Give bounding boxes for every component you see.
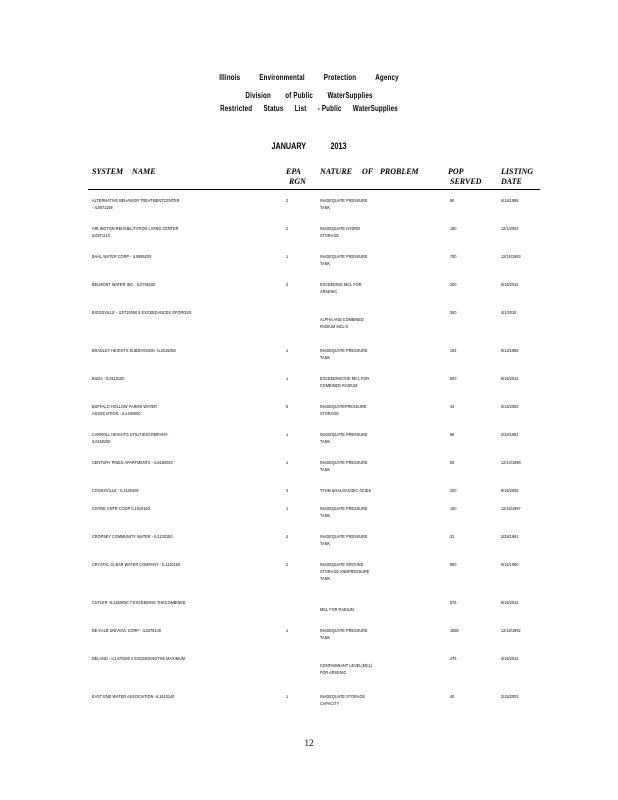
listing-date-cell bbox=[501, 403, 519, 410]
system-name-cell bbox=[92, 309, 281, 316]
problem-cell-line: INADEQUATE HYDRO bbox=[320, 226, 361, 231]
epa-region-cell-line: 5 bbox=[286, 404, 289, 409]
system-name-cell-line: DELAND - IL1470200 4 EXCEEDINGTHE MAXIMUM bbox=[92, 656, 185, 661]
listing-date-cell bbox=[501, 561, 519, 568]
listing-date-cell-line: 12/15/1993 bbox=[501, 254, 521, 259]
problem-cell-line: CAPACITY bbox=[320, 701, 340, 706]
system-name-cell-line: CRYSTAL CLEAR WATER COMPANY - IL1110150 bbox=[92, 562, 181, 567]
listing-date-cell-line: 9/13/1985 bbox=[501, 348, 519, 353]
problem-cell bbox=[320, 253, 435, 267]
problem-cell-line: CONTAMINANT LEVEL(MCL) bbox=[320, 663, 373, 668]
system-name-cell-line: BUDA - IL0110100 bbox=[92, 376, 125, 381]
system-name-cell-line: COOKSVILLE - IL1130400 bbox=[92, 488, 139, 493]
epa-region-cell-line bbox=[286, 309, 287, 316]
listing-date-cell-line: 9/15/2005 bbox=[501, 488, 519, 493]
listing-date-cell-line: 2/28/1981 bbox=[501, 534, 519, 539]
report-month: JANUARY bbox=[271, 141, 307, 151]
epa-region-cell-line: 2 bbox=[286, 226, 289, 231]
population-cell-line: 576 bbox=[450, 600, 457, 605]
population-cell bbox=[450, 403, 454, 410]
epa-region-cell bbox=[286, 197, 288, 204]
problem-cell bbox=[320, 197, 435, 211]
population-cell-line: 1650 bbox=[450, 628, 459, 633]
listing-date-cell bbox=[501, 375, 519, 382]
listing-date-cell-line: 9/16/1980 bbox=[501, 562, 519, 567]
problem-cell-line: TANK bbox=[320, 205, 331, 210]
problem-cell bbox=[320, 655, 435, 676]
listing-date-cell-line: 6/15/2012 bbox=[501, 600, 519, 605]
problem-cell bbox=[320, 459, 435, 473]
problem-cell bbox=[320, 561, 435, 582]
listing-date-cell-line: 6/15/2012 bbox=[501, 376, 519, 381]
system-name-cell bbox=[92, 655, 281, 662]
problem-cell-line: INADEQUATE GROUND bbox=[320, 562, 364, 567]
system-name-cell bbox=[92, 533, 281, 540]
system-name-cell bbox=[92, 431, 281, 445]
population-cell-line: 96 bbox=[450, 432, 455, 437]
header-word: Division bbox=[245, 91, 271, 100]
population-cell bbox=[450, 375, 457, 382]
listing-date-cell bbox=[501, 459, 521, 466]
population-cell-line: 350 bbox=[450, 310, 457, 315]
epa-region-cell-line: 4 bbox=[286, 488, 289, 493]
listing-date-cell-line: 3/15/2002 bbox=[501, 694, 519, 699]
population-cell bbox=[450, 225, 457, 232]
system-name-cell bbox=[92, 403, 281, 417]
problem-cell-line: STORAGE bbox=[320, 233, 339, 238]
system-name-cell bbox=[92, 599, 281, 606]
problem-cell bbox=[320, 225, 435, 239]
listing-date-cell bbox=[501, 487, 519, 494]
system-name-cell bbox=[92, 281, 281, 288]
system-name-cell-line: BAHL WATER CORP - IL0655200 bbox=[92, 254, 152, 259]
col-date: DATE bbox=[501, 177, 522, 186]
epa-region-cell-line bbox=[286, 599, 287, 606]
epa-region-cell-line: 1 bbox=[286, 254, 289, 259]
population-cell bbox=[450, 347, 457, 354]
epa-region-cell bbox=[286, 281, 288, 288]
epa-region-cell-line: 1 bbox=[286, 628, 289, 633]
problem-cell-line: TANK bbox=[320, 467, 331, 472]
population-cell bbox=[450, 281, 457, 288]
epa-region-cell-line: 1 bbox=[286, 432, 289, 437]
population-cell-line: 200 bbox=[450, 488, 457, 493]
system-name-cell bbox=[92, 459, 281, 466]
epa-region-cell bbox=[286, 253, 288, 260]
listing-date-cell-line: 6/15/1988 bbox=[501, 198, 519, 203]
population-cell-line: 150 bbox=[450, 506, 457, 511]
col-served: SERVED bbox=[450, 177, 482, 186]
population-cell bbox=[450, 253, 457, 260]
system-name-cell bbox=[92, 253, 281, 260]
problem-cell-line: INADEQUATE PRESSURE bbox=[320, 534, 368, 539]
epa-region-cell-line: 1 bbox=[286, 460, 289, 465]
problem-cell-line: RADIUM MCL'S bbox=[320, 324, 349, 329]
population-cell bbox=[450, 655, 457, 662]
problem-cell-line: TANK bbox=[320, 635, 331, 640]
system-name-cell-line: BRADLEY HEIGHTS SUBDIVISION -IL2015050 bbox=[92, 348, 176, 353]
population-cell-line: 50 bbox=[450, 460, 455, 465]
epa-region-cell-line: 4 bbox=[286, 282, 289, 287]
problem-cell-line: MCL FOR RADIUM bbox=[320, 607, 354, 612]
problem-cell bbox=[320, 309, 435, 330]
problem-cell-line: INADEQUATE PRESSURE bbox=[320, 198, 368, 203]
system-name-cell-line: IL0971110 bbox=[92, 233, 110, 238]
problem-cell-line: INADEQUATE PRESSURE bbox=[320, 628, 368, 633]
epa-region-cell bbox=[286, 375, 288, 382]
system-name-cell-line: BELMONT WATER INC - IL0795150 bbox=[92, 282, 156, 287]
epa-region-cell bbox=[286, 487, 288, 494]
system-name-cell-line: CARROLL HEIGHTS UTILITIESCOMPANY- bbox=[92, 432, 169, 437]
system-name-cell-line: DE KALB UNIVOVL CORP - IL0375140 bbox=[92, 628, 161, 633]
listing-date-cell bbox=[501, 693, 519, 700]
problem-cell-line: TANK bbox=[320, 513, 331, 518]
listing-date-cell bbox=[501, 655, 519, 662]
system-name-cell-line: IL0150200 bbox=[92, 439, 111, 444]
problem-cell-line: EXCEEDINGTHE MCL FOR bbox=[320, 376, 370, 381]
epa-region-cell bbox=[286, 627, 288, 634]
epa-region-cell-line: 1 bbox=[286, 694, 289, 699]
population-cell-line: 200 bbox=[450, 282, 457, 287]
listing-date-cell bbox=[501, 599, 519, 606]
problem-cell-line: INADEQUATEPRESSURE bbox=[320, 404, 367, 409]
system-name-cell bbox=[92, 347, 281, 354]
population-cell bbox=[450, 431, 454, 438]
problem-cell-line bbox=[320, 655, 435, 662]
problem-cell-line: ARSENIC bbox=[320, 289, 338, 294]
population-cell bbox=[450, 197, 454, 204]
epa-region-cell bbox=[286, 403, 288, 410]
problem-cell-line: STORAGE bbox=[320, 411, 339, 416]
epa-region-cell bbox=[286, 225, 288, 232]
population-cell-line: 180 bbox=[450, 226, 457, 231]
problem-cell-line: INADEQUATE PRESSURE bbox=[320, 432, 368, 437]
problem-cell-line bbox=[320, 309, 435, 316]
header-agency bbox=[68, 73, 550, 82]
col-name: NAME bbox=[132, 167, 156, 176]
population-cell-line: 192 bbox=[450, 348, 457, 353]
system-name-cell-line: EAST END WATER ASSOCIATION -IL1610140 bbox=[92, 694, 175, 699]
problem-cell-line: INADEQUATE PRESSURE bbox=[320, 254, 368, 259]
listing-date-cell-line: 12/14/1990 bbox=[501, 460, 521, 465]
header-word: Illinois bbox=[219, 73, 241, 82]
problem-cell bbox=[320, 693, 435, 707]
population-cell bbox=[450, 627, 459, 634]
col-epa: EPA bbox=[286, 167, 301, 176]
problem-cell-line: INADEQUATE PRESSURE bbox=[320, 506, 368, 511]
system-name-cell-line: COYNE CNTR COOP IL1610150 bbox=[92, 506, 150, 511]
header-word: Agency bbox=[375, 73, 399, 82]
population-cell-line: 50 bbox=[450, 198, 455, 203]
epa-region-cell bbox=[286, 533, 288, 540]
col-system: SYSTEM bbox=[92, 167, 124, 176]
col-rgn: RGN bbox=[289, 177, 306, 186]
problem-cell-line: ALPHA AND COMBINED bbox=[320, 317, 364, 322]
population-cell-line: 475 bbox=[450, 656, 457, 661]
system-name-cell-line: ARLINGTON REHABILITATION LIVING CENTER bbox=[92, 226, 179, 231]
listing-date-cell-line: 2/28/1981 bbox=[501, 432, 519, 437]
population-cell bbox=[450, 561, 457, 568]
system-name-cell-line: BUFFALO HOLLOW FARMS WATER bbox=[92, 404, 157, 409]
system-name-cell-line: CENTURY PINES APARTMENTS - IL0150020 bbox=[92, 460, 173, 465]
col-problem: PROBLEM bbox=[380, 167, 419, 176]
col-of: OF bbox=[362, 167, 374, 176]
epa-region-cell bbox=[286, 599, 287, 606]
listing-date-cell bbox=[501, 309, 516, 316]
system-name-cell-line: CUTLER -IL1450050 7 EXCEEDING THECOMBINED bbox=[92, 600, 186, 605]
listing-date-cell bbox=[501, 533, 519, 540]
population-cell-line: 44 bbox=[450, 404, 455, 409]
population-cell bbox=[450, 505, 457, 512]
system-name-cell bbox=[92, 505, 281, 512]
system-name-cell-line: CROPSEY COMMUNITY WATER - IL1130150 bbox=[92, 534, 173, 539]
problem-cell-line: INADEQUATE STORAGE bbox=[320, 694, 366, 699]
report-period bbox=[62, 141, 556, 151]
system-name-cell-line: ALTERNATIVE BEHAVIOR TREATMENTCENTER bbox=[92, 198, 180, 203]
header-word: Environmental bbox=[259, 73, 305, 82]
problem-cell bbox=[320, 403, 435, 417]
listing-date-cell-line: 3/15/2012 bbox=[501, 656, 519, 661]
header-division bbox=[68, 91, 550, 100]
population-cell-line: 600 bbox=[450, 376, 457, 381]
problem-cell bbox=[320, 627, 435, 641]
problem-cell-line: INADEQUATE PRESSURE bbox=[320, 348, 368, 353]
problem-cell-line: TANK bbox=[320, 439, 331, 444]
report-year: 2013 bbox=[330, 141, 347, 151]
listing-date-cell-line: 6/15/2012 bbox=[501, 282, 519, 287]
population-cell bbox=[450, 533, 454, 540]
listing-date-cell bbox=[501, 505, 521, 512]
listing-date-cell-line: 12/1/2003 bbox=[501, 226, 519, 231]
header-word: of Public bbox=[285, 91, 314, 100]
population-cell-line: 800 bbox=[450, 562, 457, 567]
population-cell-line: 40 bbox=[450, 694, 455, 699]
header-list-title bbox=[68, 104, 550, 113]
epa-region-cell-line: 1 bbox=[286, 506, 289, 511]
system-name-cell bbox=[92, 561, 281, 568]
system-name-cell bbox=[92, 487, 281, 494]
population-cell-line: 31 bbox=[450, 534, 455, 539]
system-name-cell bbox=[92, 375, 281, 382]
problem-cell-line: TANK bbox=[320, 261, 331, 266]
system-name-cell bbox=[92, 225, 281, 239]
listing-date-cell-line: 4/1/2010 bbox=[501, 310, 517, 315]
problem-cell-line: STORAGE ANDPRESSURE bbox=[320, 569, 370, 574]
epa-region-cell bbox=[286, 655, 287, 662]
epa-region-cell-line: 1 bbox=[286, 376, 289, 381]
listing-date-cell bbox=[501, 281, 519, 288]
problem-cell-line: FOR ARSENIC bbox=[320, 670, 347, 675]
problem-cell-line: EXCEEDING MCL FOR bbox=[320, 282, 362, 287]
header-rule bbox=[88, 189, 540, 190]
problem-cell-line: TTHM &HALOACIDIC ACIDS bbox=[320, 488, 372, 493]
problem-cell bbox=[320, 487, 435, 494]
epa-region-cell bbox=[286, 431, 288, 438]
listing-date-cell bbox=[501, 253, 521, 260]
problem-cell bbox=[320, 533, 435, 547]
header-word: WaterSupplies bbox=[327, 91, 373, 100]
header-word: Protection bbox=[323, 73, 357, 82]
population-cell-line: 700 bbox=[450, 254, 457, 259]
problem-cell bbox=[320, 599, 435, 613]
population-cell bbox=[450, 487, 457, 494]
listing-date-cell bbox=[501, 197, 519, 204]
system-name-cell-line: - IL0671159 bbox=[92, 205, 113, 210]
system-name-cell bbox=[92, 197, 281, 211]
population-cell bbox=[450, 693, 454, 700]
problem-cell-line: TANK bbox=[320, 541, 331, 546]
listing-date-cell-line: 12/15/1997 bbox=[501, 506, 521, 511]
system-name-cell-line: ASSOCIATION - IL1430000 bbox=[92, 411, 141, 416]
col-pop: POP bbox=[448, 167, 464, 176]
problem-cell-line: TANK bbox=[320, 355, 331, 360]
problem-cell-line: TANK bbox=[320, 576, 331, 581]
col-nature: NATURE bbox=[320, 167, 353, 176]
listing-date-cell bbox=[501, 225, 519, 232]
listing-date-cell bbox=[501, 347, 519, 354]
epa-region-cell-line: 2 bbox=[286, 198, 289, 203]
problem-cell bbox=[320, 347, 435, 361]
problem-cell bbox=[320, 431, 435, 445]
system-name-cell bbox=[92, 693, 281, 700]
epa-region-cell bbox=[286, 561, 288, 568]
page-number: 12 bbox=[304, 738, 314, 748]
epa-region-cell-line bbox=[286, 655, 287, 662]
problem-cell bbox=[320, 375, 435, 389]
header-word: List bbox=[294, 104, 307, 113]
problem-cell bbox=[320, 505, 435, 519]
listing-date-cell-line: 6/15/2000 bbox=[501, 404, 519, 409]
epa-region-cell bbox=[286, 693, 288, 700]
epa-region-cell-line: 4 bbox=[286, 534, 289, 539]
header-word: - Public bbox=[317, 104, 342, 113]
header-word: WaterSupplies bbox=[352, 104, 398, 113]
epa-region-cell bbox=[286, 505, 288, 512]
listing-date-cell bbox=[501, 431, 519, 438]
population-cell bbox=[450, 599, 457, 606]
problem-cell-line bbox=[320, 599, 435, 606]
col-listing: LISTING bbox=[501, 167, 534, 176]
epa-region-cell bbox=[286, 347, 288, 354]
listing-date-cell bbox=[501, 627, 521, 634]
population-cell bbox=[450, 459, 454, 466]
header-word: Restricted bbox=[220, 104, 253, 113]
epa-region-cell bbox=[286, 309, 287, 316]
system-name-cell-line: BIGGSVILLE - IL0710050 5 EXCEEDANCES OFGROSS bbox=[92, 310, 192, 315]
population-cell bbox=[450, 309, 457, 316]
header-word: Status bbox=[263, 104, 284, 113]
epa-region-cell-line: 1 bbox=[286, 348, 289, 353]
epa-region-cell bbox=[286, 459, 288, 466]
epa-region-cell-line: 2 bbox=[286, 562, 289, 567]
system-name-cell bbox=[92, 627, 281, 634]
problem-cell-line: COMBINED RADIUM bbox=[320, 383, 358, 388]
problem-cell bbox=[320, 281, 435, 295]
listing-date-cell-line: 12/18/1992 bbox=[501, 628, 521, 633]
problem-cell-line: INADEQUATE PRESSURE bbox=[320, 460, 368, 465]
